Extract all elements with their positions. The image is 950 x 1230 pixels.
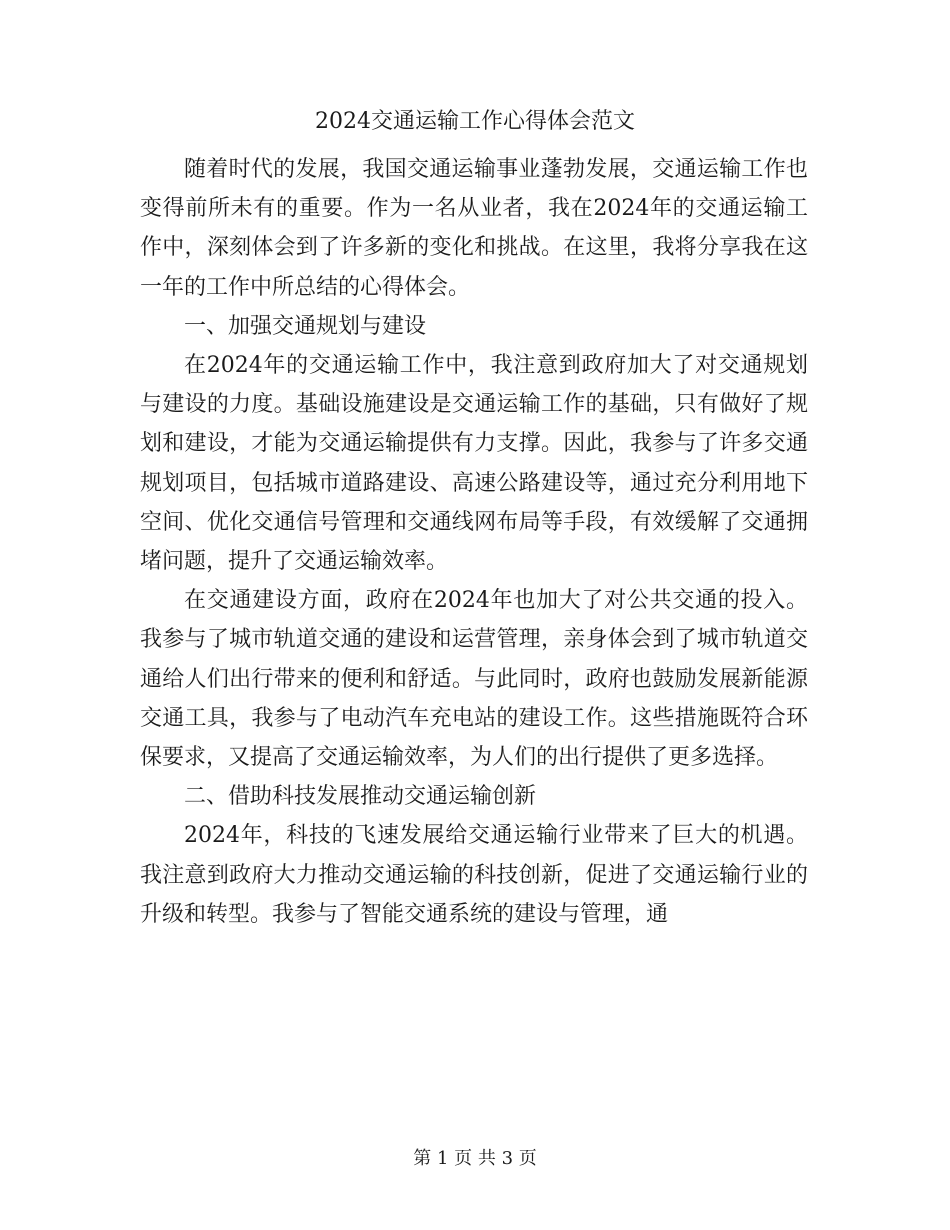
paragraph-planning: 在2024年的交通运输工作中，我注意到政府加大了对交通规划与建设的力度。基础设施建设是交通运输工作的基础，只有做好了规划和建设，才能为交通运输提供有力支撑。因此，我参与了许多交通规划项目，包括城市道路建设、高速公路建设等，通过充分利用地下空间、优化交通信号管理和交通线网布局等手段，有效缓解了交通拥堵问题，提升了交通运输效率。 xyxy=(140,353,808,575)
section-heading-1: 一、加强交通规划与建设 xyxy=(184,313,427,339)
document-title: 2024交通运输工作心得体会范文 xyxy=(315,109,635,134)
section-heading-2: 二、借助科技发展推动交通运输创新 xyxy=(184,784,537,810)
document-body xyxy=(140,150,808,934)
page-number-footer: 第 1 页 共 3 页 xyxy=(413,1148,537,1169)
paragraph-technology: 2024年，科技的飞速发展给交通运输行业带来了巨大的机遇。我注意到政府大力推动交通运输的科技创新，促进了交通运输行业的升级和转型。我参与了智能交通系统的建设与管理，通 xyxy=(140,823,808,927)
paragraph-public-transport: 在交通建设方面，政府在2024年也加大了对公共交通的投入。我参与了城市轨道交通的建设和运营管理，亲身体会到了城市轨道交通给人们出行带来的便利和舒适。与此同时，政府也鼓励发展新能源交通工具，我参与了电动汽车充电站的建设工作。这些措施既符合环保要求，又提高了交通运输效率，为人们的出行提供了更多选择。 xyxy=(140,588,808,771)
paragraph-intro: 随着时代的发展，我国交通运输事业蓬勃发展，交通运输工作也变得前所未有的重要。作为一名从业者，我在2024年的交通运输工作中，深刻体会到了许多新的变化和挑战。在这里，我将分享我在这一年的工作中所总结的心得体会。 xyxy=(140,157,808,300)
